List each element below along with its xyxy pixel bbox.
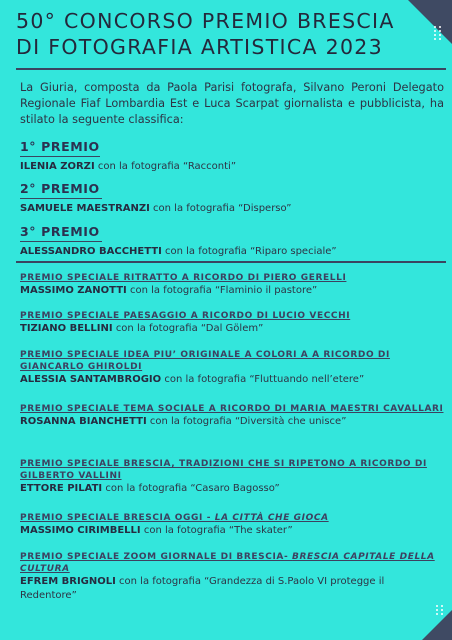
special-prize-heading (20, 349, 444, 373)
special-prize-winner (20, 284, 444, 298)
winner-photo: con la fotografia “Racconti” (97, 161, 237, 172)
winner-photo: con la fotografia “Diversità che unisce” (149, 416, 347, 427)
heading-text: PREMIO SPECIALE TEMA SOCIALE A RICORDO DI MARIA MAESTRI CAVALLARI (20, 404, 444, 414)
title-line-1: 50° CONCORSO PREMIO BRESCIA (16, 9, 395, 33)
prize-winner (20, 202, 444, 216)
page-title (16, 8, 446, 60)
special-prize-tradizioni (20, 458, 444, 496)
heading-italic: BRESCIA CAPITALE DELLA CULTURA (20, 552, 435, 574)
divider-top (16, 68, 446, 70)
heading-text: PREMIO SPECIALE RITRATTO A RICORDO DI PIERO GERELLI (20, 273, 347, 283)
special-prize-heading (20, 310, 444, 322)
heading-text: PREMIO SPECIALE IDEA PIU’ ORIGINALE A COLORI A A RICORDO DI GIANCARLO GHIROLDI (20, 350, 390, 372)
special-prize-zoom-giornale (20, 551, 444, 603)
special-prize-idea-originale (20, 349, 444, 387)
winner-photo: con la fotografia “Casaro Bagosso” (105, 483, 280, 494)
winner-name: SAMUELE MAESTRANZI (20, 203, 150, 214)
prize-winner (20, 245, 444, 259)
special-prize-heading (20, 551, 444, 575)
special-prize-winner (20, 482, 444, 496)
winner-name: EFREM BRIGNOLI (20, 576, 116, 587)
special-prize-paesaggio (20, 310, 444, 336)
special-prize-heading (20, 403, 444, 415)
winner-photo: con la fotografia “Flaminio il pastore” (129, 285, 318, 296)
divider-middle (16, 261, 446, 263)
winner-photo: con la fotografia “The skater” (143, 525, 293, 536)
heading-text: PREMIO SPECIALE BRESCIA OGGI - (20, 513, 215, 523)
heading-text: PREMIO SPECIALE BRESCIA, TRADIZIONI CHE SI RIPETONO A RICORDO DI GILBERTO VALLINI (20, 459, 427, 481)
winner-name: ALESSANDRO BACCHETTI (20, 246, 162, 257)
special-prize-brescia-oggi (20, 512, 444, 538)
special-prize-winner (20, 373, 444, 387)
special-prize-winner (20, 524, 444, 538)
prize-underline (20, 156, 100, 157)
special-prize-winner (20, 575, 430, 603)
special-prize-ritratto (20, 272, 444, 298)
winner-photo: con la fotografia “Dal Gölem” (115, 323, 264, 334)
winner-name: ETTORE PILATI (20, 483, 103, 494)
special-prize-heading (20, 458, 444, 482)
dots-decoration-bottom (436, 605, 444, 615)
special-prize-winner (20, 415, 444, 429)
prize-heading: 1° PREMIO (20, 139, 100, 154)
prize-winner (20, 160, 444, 174)
prize-underline (20, 241, 102, 242)
heading-text: PREMIO SPECIALE ZOOM GIORNALE DI BRESCIA- (20, 552, 293, 562)
prize-second (20, 181, 444, 216)
heading-italic: LA CITTÀ CHE GIOCA (214, 513, 329, 523)
special-prize-heading (20, 512, 444, 524)
prize-heading: 2° PREMIO (20, 181, 100, 196)
prize-third (20, 224, 444, 259)
prize-underline (20, 198, 102, 199)
winner-photo: con la fotografia “Disperso” (153, 203, 292, 214)
winner-name: ALESSIA SANTAMBROGIO (20, 374, 162, 385)
winner-name: ROSANNA BIANCHETTI (20, 416, 147, 427)
winner-photo: con la fotografia “Riparo speciale” (165, 246, 337, 257)
winner-photo: con la fotografia “Fluttuando nell’etere” (164, 374, 365, 385)
winner-name: MASSIMO ZANOTTI (20, 285, 127, 296)
special-prize-winner (20, 322, 444, 336)
winner-photo: con la fotografia “Grandezza di S.Paolo VI protegge il Redentore” (20, 576, 385, 601)
special-prize-tema-sociale (20, 403, 444, 429)
prize-first (20, 139, 444, 174)
winner-name: ILENIA ZORZI (20, 161, 95, 172)
prize-heading: 3° PREMIO (20, 224, 100, 239)
winner-name: TIZIANO BELLINI (20, 323, 113, 334)
winner-name: MASSIMO CIRIMBELLI (20, 525, 141, 536)
jury-intro: La Giuria, composta da Paola Parisi fotografa, Silvano Peroni Delegato Regionale Fiaf Lombardia Est e Luca Scarpat giornalista e pubblicista, ha stilato la seguente classifica: (20, 81, 444, 126)
title-line-2: DI FOTOGRAFIA ARTISTICA 2023 (16, 35, 383, 59)
special-prize-heading (20, 272, 444, 284)
heading-text: PREMIO SPECIALE PAESAGGIO A RICORDO DI LUCIO VECCHI (20, 311, 351, 321)
